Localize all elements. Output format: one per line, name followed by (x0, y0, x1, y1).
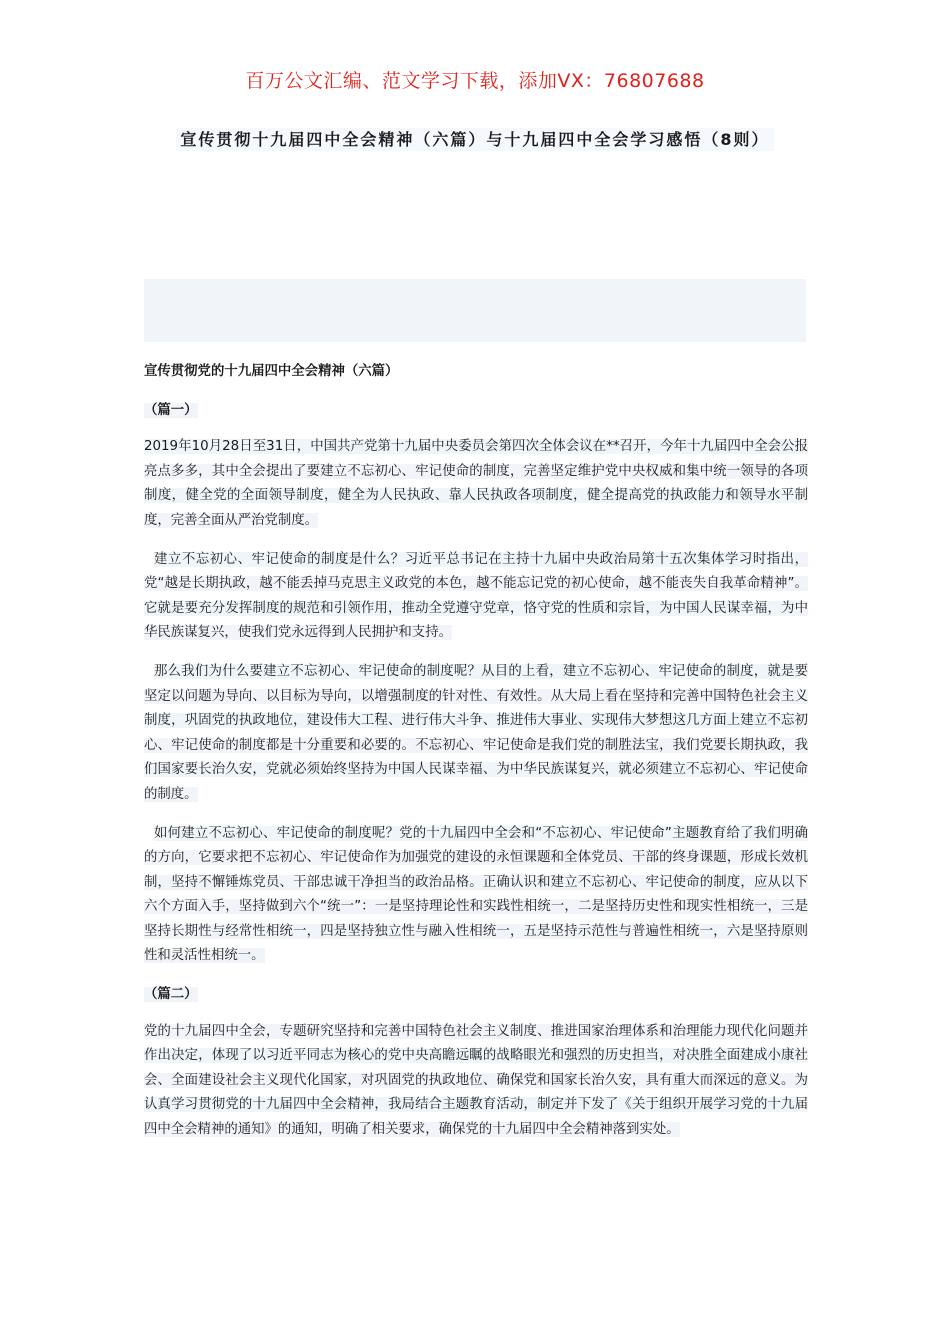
document-title (0, 127, 950, 150)
paragraph-5 (144, 1020, 808, 1143)
part-heading-one (144, 399, 808, 424)
paragraph-2-text: 建立不忘初心、牢记使命的制度是什么？习近平总书记在主持十九届中央政治局第十五次集体学习时指出，党“越是长期执政，越不能丢掉马克思主义政党的本色，越不能忘记党的初心使命，越不能丧失自我革命精神”。它就是要充分发挥制度的规范和引领作用，推动全党遵守党章，恪守党的性质和宗旨，为中国人民谋幸福，为中华民族谋复兴，使我们党永远得到人民拥护和支持。 (144, 551, 808, 641)
part-heading-two-text: （篇二） (144, 987, 198, 1003)
article-body (144, 360, 808, 1157)
part-heading-two (144, 983, 808, 1008)
section-title: 宣传贯彻党的十九届四中全会精神（六篇） (144, 364, 399, 379)
paragraph-5-text: 党的十九届四中全会，专题研究坚持和完善中国特色社会主义制度、推进国家治理体系和治理能力现代化问题并作出决定，体现了以习近平同志为核心的党中央高瞻远瞩的战略眼光和强烈的历史担当，对决胜全面建成小康社会、全面建设社会主义现代化国家，对巩固党的执政地位、确保党和国家长治久安，具有重大而深远的意义。为认真学习贯彻党的十九届四中全会精神，我局结合主题教育活动，制定并下发了《关于组织开展学习党的十九届四中全会精神的通知》的通知，明确了相关要求，确保党的十九届四中全会精神落到实处。 (144, 1023, 808, 1138)
paragraph-3-text: 那么我们为什么要建立不忘初心、牢记使命的制度呢？从目的上看，建立不忘初心、牢记使命的制度，就是要坚定以问题为导向、以目标为导向，以增强制度的针对性、有效性。从大局上看在坚持和完善中国特色社会主义制度，巩固党的执政地位，建设伟大工程、进行伟大斗争、推进伟大事业、实现伟大梦想这几方面上建立不忘初心、牢记使命的制度都是十分重要和必要的。不忘初心、牢记使命是我们党的制胜法宝，我们党要长期执政，我们国家要长治久安，党就必须始终坚持为中国人民谋幸福、为中华民族谋复兴，就必须建立不忘初心、牢记使命的制度。 (144, 663, 808, 802)
document-title-text: 宣传贯彻十九届四中全会精神（六篇）与十九届四中全会学习感悟（8则） (176, 128, 773, 151)
paragraph-2 (144, 548, 808, 646)
paragraph-1-text: 2019年10月28日至31日，中国共产党第十九届中央委员会第四次全体会议在**召开，今年十九届四中全会公报亮点多多，其中全会提出了要建立不忘初心、牢记使命的制度，完善坚定维护党中央权威和集中统一领导的各项制度，健全党的全面领导制度，健全为人民执政、靠人民执政各项制度，健全提高党的执政能力和领导水平制度，完善全面从严治党制度。 (144, 439, 808, 528)
paragraph-3 (144, 660, 808, 808)
paragraph-1 (144, 435, 808, 533)
blank-banner-area (144, 279, 806, 342)
part-heading-one-text: （篇一） (144, 402, 198, 418)
promo-banner-text: 百万公文汇编、范文学习下载，添加VX：76807688 (245, 70, 705, 92)
paragraph-4 (144, 822, 808, 970)
paragraph-4-text: 如何建立不忘初心、牢记使命的制度呢？党的十九届四中全会和“不忘初心、牢记使命”主题教育给了我们明确的方向，它要求把不忘初心、牢记使命作为加强党的建设的永恒课题和全体党员、干部的终身课题，形成长效机制，坚持不懈锤炼党员、干部忠诚干净担当的政治品格。正确认识和建立不忘初心、牢记使命的制度，应从以下六个方面入手，坚持做到六个“统一”：一是坚持理论性和实践性相统一，二是坚持历史性和现实性相统一，三是坚持长期性与经常性相统一，四是坚持独立性与融入性相统一，五是坚持示范性与普遍性相统一，六是坚持原则性和灵活性相统一。 (144, 825, 808, 964)
